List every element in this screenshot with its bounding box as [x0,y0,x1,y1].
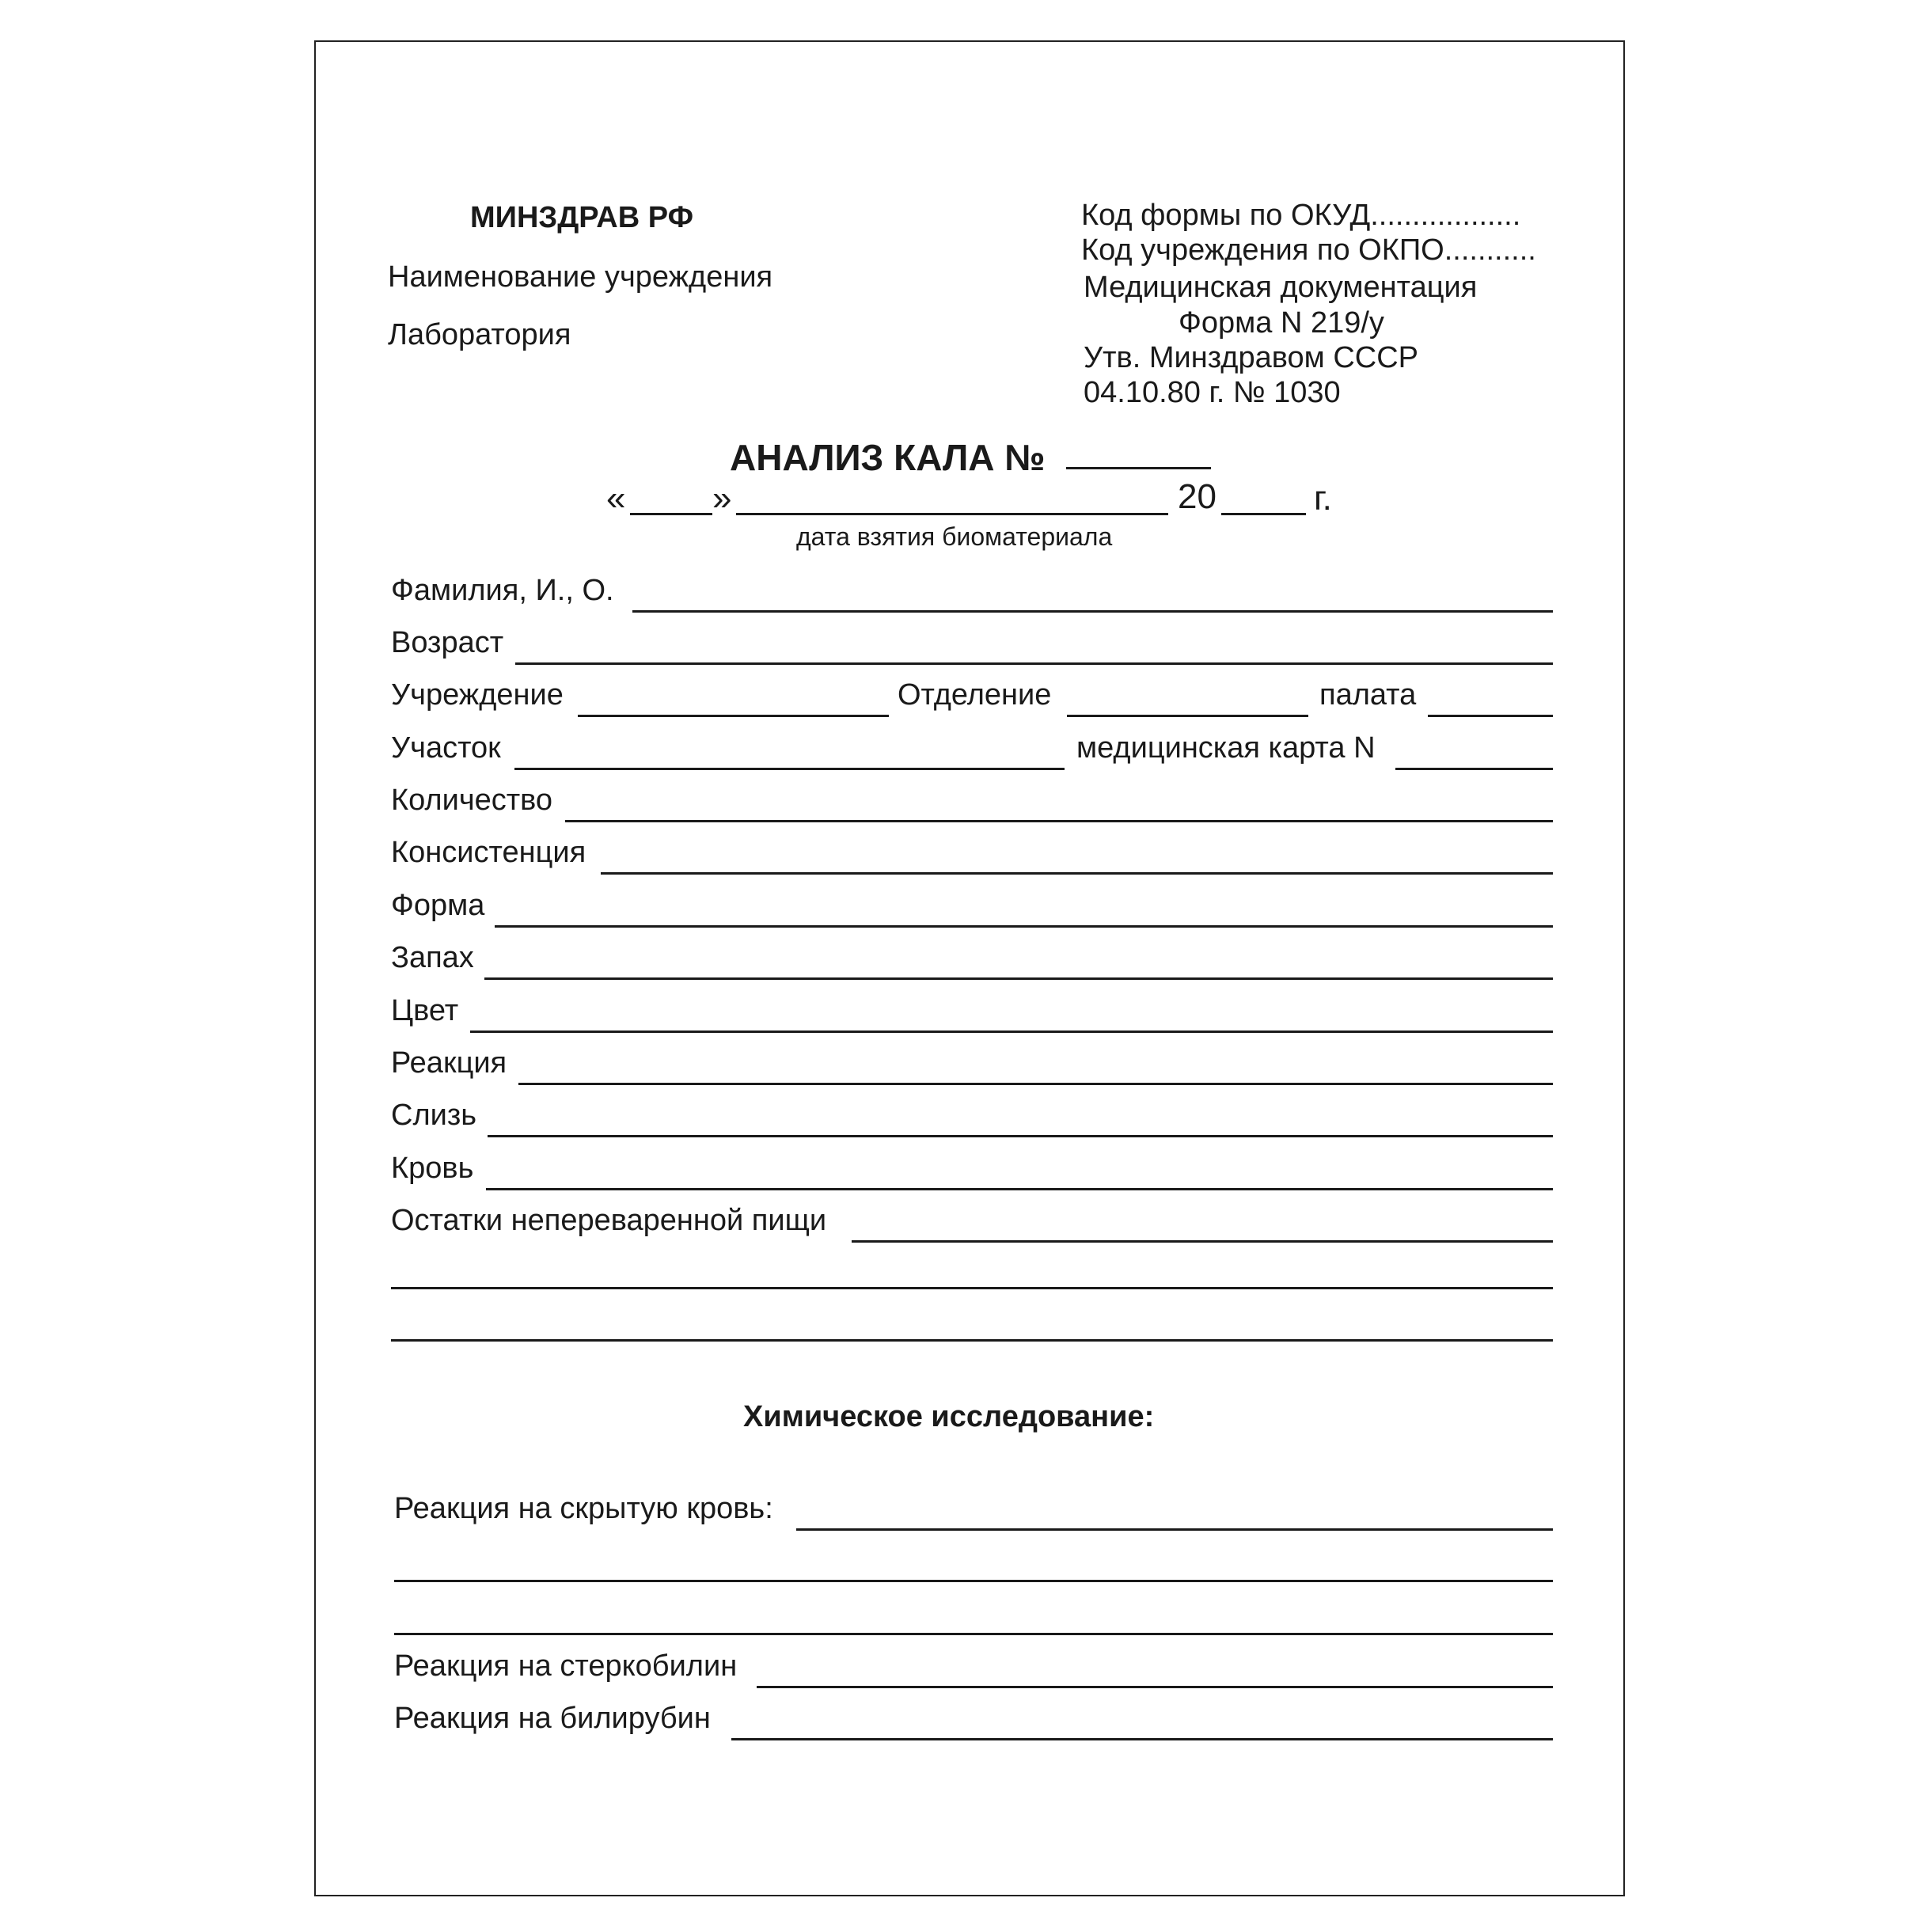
occult-blood-row [394,1494,1553,1531]
color-row [391,996,1553,1033]
consistency-label: Консистенция [391,836,586,869]
age-row [391,628,1553,665]
med-card-field[interactable] [1395,768,1553,770]
date-day-field[interactable] [630,513,712,515]
smell-label: Запах [391,941,474,974]
approval-label: Утв. Минздравом СССР [1084,341,1418,374]
quantity-row [391,786,1553,822]
occult-blood-label: Реакция на скрытую кровь: [394,1492,773,1525]
fio-field[interactable] [632,610,1553,613]
department-field[interactable] [1067,715,1308,717]
color-label: Цвет [391,994,459,1027]
date-year-field[interactable] [1221,513,1306,515]
date-month-field[interactable] [736,513,1168,515]
shape-field[interactable] [495,925,1553,928]
district-row [391,731,1553,770]
undigested-label: Остатки непереваренной пищи [391,1204,827,1237]
smell-field[interactable] [484,977,1553,980]
age-label: Возраст [391,626,504,659]
stercobilin-label: Реакция на стеркобилин [394,1649,738,1683]
occult-blood-field[interactable] [796,1528,1553,1531]
institution-name-label: Наименование учреждения [388,260,773,294]
reaction-row [391,1046,1553,1085]
okud-code: Код формы по ОКУД.................. [1081,199,1521,232]
undigested-row [391,1206,1553,1243]
district-field[interactable] [514,768,1065,770]
blood-row [391,1154,1553,1190]
department-label: Отделение [898,678,1052,712]
undigested-field[interactable] [852,1240,1553,1243]
ward-field[interactable] [1428,715,1553,717]
blood-label: Кровь [391,1152,474,1185]
occult-extra-line-1[interactable] [394,1580,1553,1582]
med-card-label: медицинская карта N [1076,731,1376,765]
mucus-label: Слизь [391,1099,477,1132]
date-caption: дата взятия биоматериала [796,522,1113,551]
ministry-label: МИНЗДРАВ РФ [470,201,694,234]
occult-extra-line-2[interactable] [394,1633,1553,1635]
consistency-row [391,838,1553,875]
laboratory-label: Лаборатория [388,318,571,351]
institution-field[interactable] [578,715,889,717]
date-open-quote: « [606,479,626,518]
extra-line-1[interactable] [391,1287,1553,1289]
stercobilin-field[interactable] [757,1686,1553,1688]
bilirubin-row [394,1704,1553,1740]
bilirubin-label: Реакция на билирубин [394,1702,711,1735]
stercobilin-row [394,1649,1553,1688]
mucus-row [391,1101,1553,1137]
mucus-field[interactable] [488,1135,1553,1137]
approval-date: 04.10.80 г. № 1030 [1084,376,1341,409]
analysis-number-field[interactable] [1066,467,1211,469]
form-title: АНАЛИЗ КАЛА № [730,437,1046,478]
year-prefix: 20 [1178,477,1217,516]
quantity-label: Количество [391,784,553,817]
blood-field[interactable] [486,1188,1553,1190]
consistency-field[interactable] [601,872,1553,875]
year-suffix: г. [1314,479,1332,518]
bilirubin-field[interactable] [731,1738,1553,1740]
shape-label: Форма [391,889,485,922]
age-field[interactable] [515,662,1553,665]
fio-row [391,576,1553,613]
form-number: Форма N 219/у [1179,306,1384,340]
reaction-field[interactable] [518,1083,1553,1085]
quantity-field[interactable] [565,820,1553,822]
institution-row [391,678,1553,717]
district-label: Участок [391,731,501,765]
reaction-label: Реакция [391,1046,507,1080]
shape-row [391,891,1553,928]
ward-label: палата [1319,678,1417,712]
fio-label: Фамилия, И., О. [391,574,614,607]
institution-label: Учреждение [391,678,564,712]
color-field[interactable] [470,1031,1553,1033]
okpo-code: Код учреждения по ОКПО........... [1081,233,1536,267]
date-close-quote: » [712,479,732,518]
chemical-heading: Химическое исследование: [743,1400,1155,1433]
smell-row [391,943,1553,980]
extra-line-2[interactable] [391,1339,1553,1342]
medical-documentation-label: Медицинская документация [1084,271,1478,304]
